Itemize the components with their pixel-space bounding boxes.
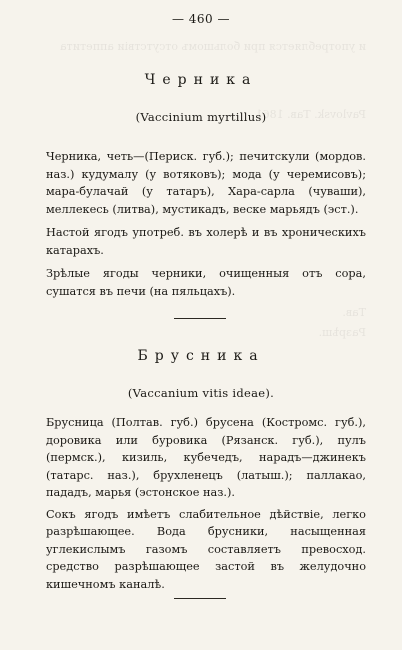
latin-name-chernika: (Vaccinium myrtillus) <box>135 110 267 124</box>
section-body-brusnika <box>46 414 366 593</box>
paragraph-names: Брусница (Полтав. губ.) брусена (Костромс. губ.), доровика или буровика (Рязанск. губ.), пулъ (пермск.), кизиль, кубечедъ, нарадъ—джинекъ (татарс. наз.), брухленецъ (латыш.); паллакао, пададъ, марья (эстонское наз.). <box>46 416 366 499</box>
paragraph-drying: Зрѣлые ягоды черники, очищенныя отъ сора, сушатся въ печи (на пяльцахъ). <box>46 267 366 298</box>
end-divider <box>174 598 226 599</box>
show-through-text: и употребляется при большомъ отсутствіи аппетита <box>60 40 366 53</box>
section-divider <box>174 318 226 319</box>
paragraph-names: Черника, четь—(Периск. губ.); печитскули (мордов. наз.) кудумалу (у вотяковъ); мода (у черемисовъ); мара-булачай (у татаръ), Хара-сарла (чуваши), меллекесь (литва), мустикадъ, веске марьядъ (эст.). <box>46 150 366 216</box>
show-through-text: Pavlovsk. Тав. 1861. <box>252 108 366 121</box>
show-through-text: Разрѣш. <box>318 326 366 339</box>
paragraph-usage: Настой ягодъ употреб. въ холерѣ и въ хроническихъ катарахъ. <box>46 226 366 257</box>
section-heading-chernika: Черника <box>144 72 258 88</box>
paragraph-properties: Сокъ ягодъ имѣетъ слабительное дѣйствіе, легко разрѣшающее. Вода брусники, насыщенная углекислымъ газомъ составляетъ превосход. средство разрѣшающее застой въ желудочно кишечномъ каналѣ. <box>46 507 366 591</box>
latin-name-brusnika: (Vaccanium vitis ideae). <box>127 386 275 400</box>
section-body-chernika <box>46 148 366 300</box>
section-heading-brusnika: Брусника <box>137 348 265 364</box>
show-through-text: Тав. <box>342 306 366 319</box>
page-number: — 460 — <box>171 12 231 26</box>
